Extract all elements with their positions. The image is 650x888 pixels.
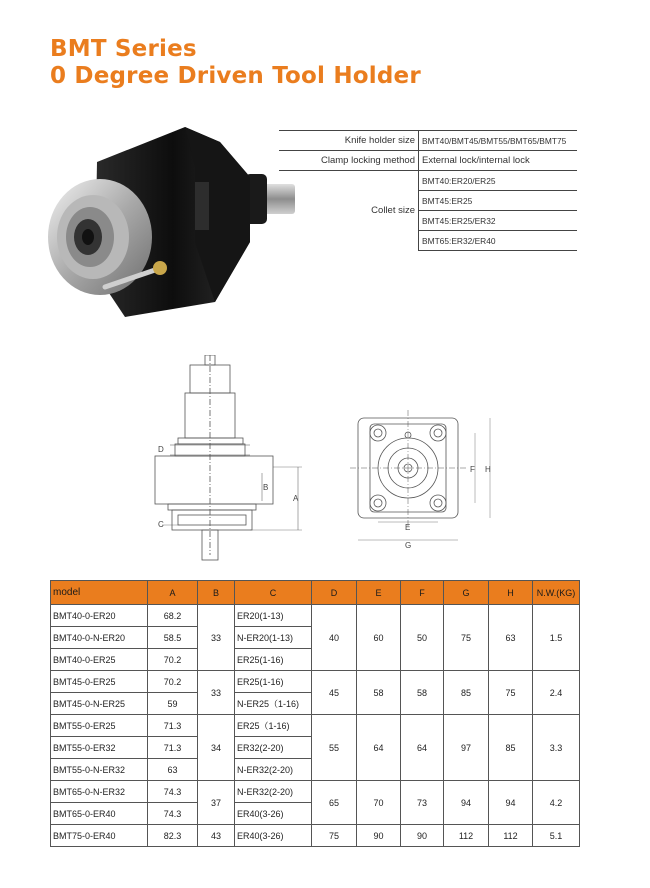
h-cell: 63 [489,605,533,671]
e-cell: 70 [357,781,401,825]
h-cell: 112 [489,825,533,847]
side-view-drawing [150,355,310,570]
a-cell: 70.2 [148,649,198,671]
f-cell: 58 [401,671,444,715]
model-cell: BMT40-0-N-ER20 [51,627,148,649]
e-cell: 60 [357,605,401,671]
weight-cell: 3.3 [533,715,580,781]
dim-label-G: G [405,541,412,550]
a-cell: 59 [148,693,198,715]
c-cell: ER32(2-20) [235,737,312,759]
table-row [51,605,580,627]
f-cell: 73 [401,781,444,825]
g-cell: 75 [444,605,489,671]
d-cell: 75 [312,825,357,847]
g-cell: 112 [444,825,489,847]
column-header: model [51,581,148,605]
dim-label-C: C [158,520,164,529]
a-cell: 82.3 [148,825,198,847]
g-cell: 97 [444,715,489,781]
a-cell: 74.3 [148,803,198,825]
column-header: F [401,581,444,605]
e-cell: 64 [357,715,401,781]
spec-value: BMT45:ER25 [419,191,578,211]
f-cell: 50 [401,605,444,671]
product-photo [45,122,305,327]
e-cell: 58 [357,671,401,715]
title-line-1: BMT Series [50,36,197,62]
spec-label: Knife holder size [279,131,419,151]
table-row [51,671,580,693]
a-cell: 58.5 [148,627,198,649]
g-cell: 94 [444,781,489,825]
spec-value: BMT40:ER20/ER25 [419,171,578,191]
spec-value: BMT40/BMT45/BMT55/BMT65/BMT75 [419,131,578,151]
model-cell: BMT55-0-ER25 [51,715,148,737]
model-cell: BMT45-0-N-ER25 [51,693,148,715]
f-cell: 64 [401,715,444,781]
h-cell: 94 [489,781,533,825]
weight-cell: 4.2 [533,781,580,825]
c-cell: ER25（1-16) [235,715,312,737]
dim-label-B: B [263,483,269,492]
column-header: B [198,581,235,605]
spec-value: External lock/internal lock [419,151,578,171]
page-title [50,36,421,90]
b-cell: 37 [198,781,235,825]
b-cell: 33 [198,605,235,671]
spec-row [279,171,577,191]
c-cell: ER25(1-16) [235,671,312,693]
column-header: A [148,581,198,605]
weight-cell: 1.5 [533,605,580,671]
front-view-drawing [350,410,505,550]
c-cell: ER40(3-26) [235,803,312,825]
spec-value: BMT45:ER25/ER32 [419,211,578,231]
spec-row [279,151,577,171]
spec-row [279,131,577,151]
column-header: G [444,581,489,605]
d-cell: 55 [312,715,357,781]
a-cell: 74.3 [148,781,198,803]
table-header-row [51,581,580,605]
g-cell: 85 [444,671,489,715]
h-cell: 85 [489,715,533,781]
spec-label: Collet size [279,171,419,251]
a-cell: 70.2 [148,671,198,693]
model-cell: BMT65-0-N-ER32 [51,781,148,803]
a-cell: 68.2 [148,605,198,627]
weight-cell: 5.1 [533,825,580,847]
b-cell: 34 [198,715,235,781]
b-cell: 33 [198,671,235,715]
a-cell: 71.3 [148,737,198,759]
dim-label-E: E [405,523,411,532]
model-cell: BMT75-0-ER40 [51,825,148,847]
column-header: C [235,581,312,605]
table-row [51,781,580,803]
a-cell: 63 [148,759,198,781]
model-cell: BMT55-0-ER32 [51,737,148,759]
column-header: N.W.(KG) [533,581,580,605]
b-cell: 43 [198,825,235,847]
c-cell: N-ER20(1-13) [235,627,312,649]
c-cell: ER25(1-16) [235,649,312,671]
d-cell: 40 [312,605,357,671]
dim-label-H: H [485,465,491,474]
weight-cell: 2.4 [533,671,580,715]
dim-label-D: D [158,445,164,454]
model-cell: BMT65-0-ER40 [51,803,148,825]
dimensions-table [50,580,580,847]
spec-value: BMT65:ER32/ER40 [419,231,578,251]
a-cell: 71.3 [148,715,198,737]
c-cell: N-ER32(2-20) [235,781,312,803]
d-cell: 65 [312,781,357,825]
spec-label: Clamp locking method [279,151,419,171]
dim-label-F: F [470,465,475,474]
model-cell: BMT45-0-ER25 [51,671,148,693]
spec-table [279,130,577,251]
model-cell: BMT40-0-ER20 [51,605,148,627]
model-cell: BMT40-0-ER25 [51,649,148,671]
column-header: D [312,581,357,605]
c-cell: N-ER32(2-20) [235,759,312,781]
table-row [51,715,580,737]
c-cell: N-ER25（1-16) [235,693,312,715]
column-header: H [489,581,533,605]
model-cell: BMT55-0-N-ER32 [51,759,148,781]
e-cell: 90 [357,825,401,847]
d-cell: 45 [312,671,357,715]
dim-label-A: A [293,494,299,503]
column-header: E [357,581,401,605]
c-cell: ER40(3-26) [235,825,312,847]
f-cell: 90 [401,825,444,847]
title-line-2: 0 Degree Driven Tool Holder [50,63,421,89]
c-cell: ER20(1-13) [235,605,312,627]
h-cell: 75 [489,671,533,715]
table-row [51,825,580,847]
